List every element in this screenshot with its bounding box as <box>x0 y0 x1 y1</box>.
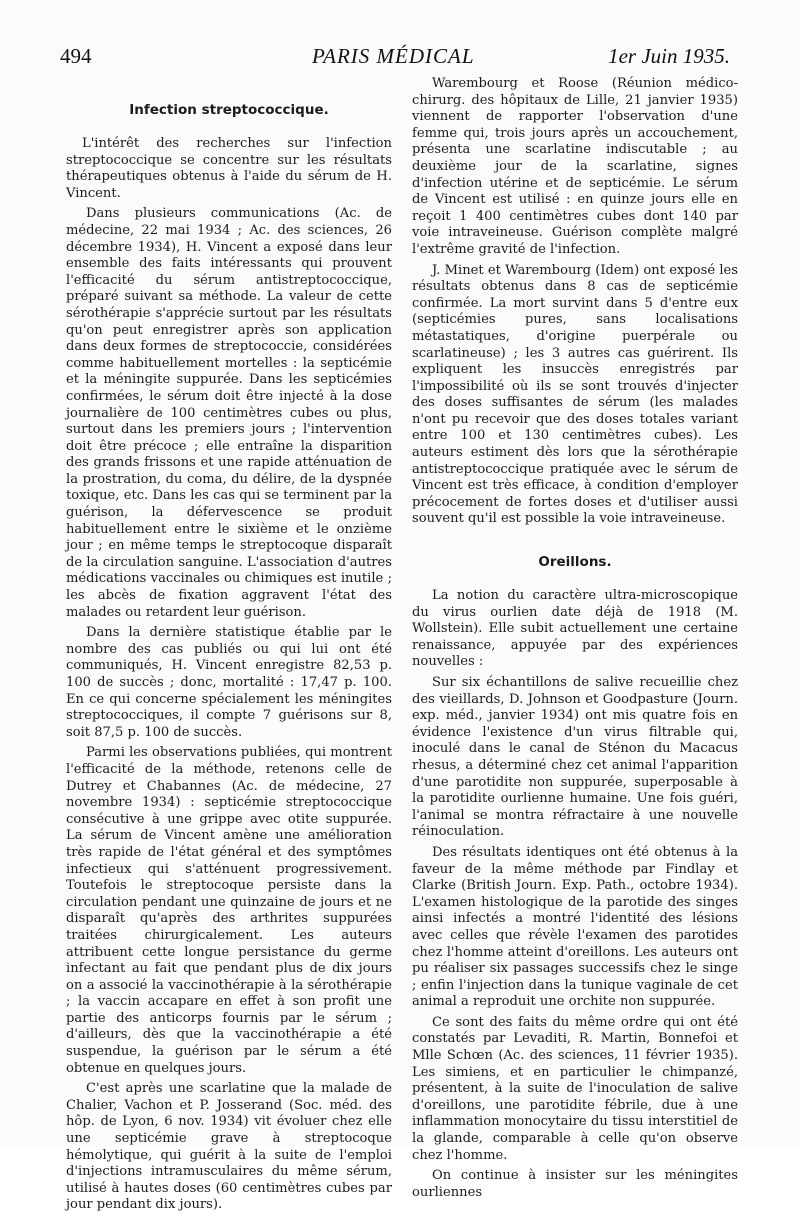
paragraph: Dans la dernière statistique établie par le nombre des cas publiés ou qui lui ont été communiqués, H. Vincent enregistre 82,53 p. 100 de succès ; donc, mortalité : 17,47 p. 100. En ce qui concerne spécialement les méningites streptococciques, il compte 7 guérisons sur 8, soit 87,5 p. 100 de succès. <box>66 625 392 740</box>
paragraph: Warembourg et Roose (Réunion médico-chirurg. des hôpitaux de Lille, 21 janvier 1935) viennent de rapporter l'observation d'une femme qui, trois jours après un accouchement, présenta une scarlatine indiscutable ; au deuxième jour de la scarlatine, signes d'infection utérine et de septicémie. Le sérum de Vincent est utilisé : en quinze jours elle en reçoit 1 400 centimètres cubes dont 140 par voie intraveineuse. Guérison complète malgré l'extrême gravité de l'infection. <box>412 76 738 257</box>
paragraph: Parmi les observations publiées, qui montrent l'efficacité de la méthode, retenons celle de Dutrey et Chabannes (Ac. de médecine, 27 novembre 1934) : septicémie streptococcique consécutive à une grippe avec otite suppurée. La sérum de Vincent amène une amélioration très rapide de l'état général et des symptômes infectieux qui s'atténuent progressivement. Toutefois le streptocoque persiste dans la circulation pendant une quinzaine de jours et ne disparaît qu'après des arthrites suppurées traitées chirurgicalement. Les auteurs attribuent cette longue persistance du germe infectant au fait que pendant plus de dix jours on a associé la vaccinothérapie à la sérothérapie ; la vaccin accapare en effet à son profit une partie des anticorps fournis par le sérum ; d'ailleurs, dès que la vaccinothérapie a été suspendue, la guérison par le sérum a été obtenue en quelques jours. <box>66 745 392 1076</box>
paragraph: Sur six échantillons de salive recueillie chez des vieillards, D. Johnson et Goodpasture (Journ. exp. méd., janvier 1934) ont mis quatre fois en évidence l'existence d'un virus filtrable qui, inoculé dans le canal de Sténon du Macacus rhesus, a déterminé chez cet animal l'apparition d'une parotidite non suppurée, superposable à la parotidite ourlienne humaine. Une fois guéri, l'animal se montra réfractaire à une nouvelle réinoculation. <box>412 675 738 840</box>
left-column <box>66 88 392 1218</box>
right-column <box>412 76 738 1205</box>
journal-title: PARIS MÉDICAL <box>312 44 475 68</box>
paragraph: Des résultats identiques ont été obtenus à la faveur de la même méthode par Findlay et Clarke (British Journ. Exp. Path., octobre 1934). L'examen histologique de la parotide des singes ainsi infectés a montré l'identité des lésions avec celles que révèle l'examen des parotides chez l'homme atteint d'oreillons. Les auteurs ont pu réaliser six passages successifs chez le singe ; enfin l'injection dans la tunique vaginale de cet animal a reproduit une orchite non suppurée. <box>412 844 738 1010</box>
paragraph: On continue à insister sur les méningites ourliennes <box>412 1168 738 1200</box>
paragraph: C'est après une scarlatine que la malade de Chalier, Vachon et P. Josserand (Soc. méd. des hôp. de Lyon, 6 nov. 1934) vit évoluer chez elle une septicémie grave à streptocoque hémolytique, qui guérit à la suite de l'emploi d'injections intramusculaires du même sérum, utilisé à hautes doses (60 centimètres cubes par jour pendant dix jours). <box>66 1081 392 1213</box>
paragraph: J. Minet et Warembourg (Idem) ont exposé les résultats obtenus dans 8 cas de septicémie confirmée. La mort survint dans 5 d'entre eux (septicémies pures, sans localisations métastatiques, d'origine puerpérale ou scarlatineuse) ; les 3 autres cas guérirent. Ils expliquent les insuccès enregistrés par l'impossibilité où ils se sont trouvés d'injecter des doses suffisantes de sérum (les malades n'ont pu recevoir que des doses totales variant entre 100 et 130 centimètres cubes). Les auteurs estiment dès lors que la sérothérapie antistreptococcique pratiquée avec le sérum de Vincent est très efficace, à condition d'employer précocement de fortes doses et d'utiliser aussi souvent qu'il est possible la voie intraveineuse. <box>412 262 738 527</box>
paragraph: Ce sont des faits du même ordre qui ont été constatés par Levaditi, R. Martin, Bonnefoi et Mlle Schœn (Ac. des sciences, 11 février 1935). Les simiens, et en particulier le chimpanzé, présentent, à la suite de l'inoculation de salive d'oreillons, une parotidite fébrile, due à une inflammation monocytaire du tissu interstitiel de la glande, comparable à celle qu'on observe chez l'homme. <box>412 1014 738 1163</box>
page-number: 494 <box>60 44 92 68</box>
paragraph: Dans plusieurs communications (Ac. de médecine, 22 mai 1934 ; Ac. des sciences, 26 décembre 1934), H. Vincent a exposé dans leur ensemble des faits intéressants qui prouvent l'efficacité du sérum antistreptococcique, préparé suivant sa méthode. La valeur de cette sérothérapie s'apprécie surtout par les résultats qu'on peut enregistrer après son application dans deux formes de streptococcie, considérées comme habituellement mortelles : la septicémie et la méningite suppurée. Dans les septicémies confirmées, le sérum doit être injecté à la dose journalière de 100 centimètres cubes ou plus, surtout dans les premiers jours ; l'intervention doit être précoce ; elle entraîne la disparition des grands frissons et une rapide atténuation de la prostration, du coma, du délire, de la dyspnée toxique, etc. Dans les cas qui se terminent par la guérison, la défervescence se produit habituellement entre le sixième et le onzième jour ; en même temps le streptocoque disparaît de la circulation sanguine. L'association d'autres médications vaccinales ou chimiques est inutile ; les abcès de fixation aggravent l'état des malades ou retardent leur guérison. <box>66 206 392 620</box>
section-heading-infection: Infection streptococcique. <box>129 102 329 118</box>
issue-date: 1er Juin 1935. <box>608 44 730 68</box>
section-heading-oreillons: Oreillons. <box>538 554 612 571</box>
paragraph: La notion du caractère ultra-microscopique du virus ourlien date déjà de 1918 (M. Wollstein). Elle subit actuellement une certaine renaissance, appuyée par des expériences nouvelles : <box>412 588 738 670</box>
paragraph: L'intérêt des recherches sur l'infection streptococcique se concentre sur les résultats thérapeutiques obtenus à l'aide du sérum de H. Vincent. <box>66 136 392 201</box>
